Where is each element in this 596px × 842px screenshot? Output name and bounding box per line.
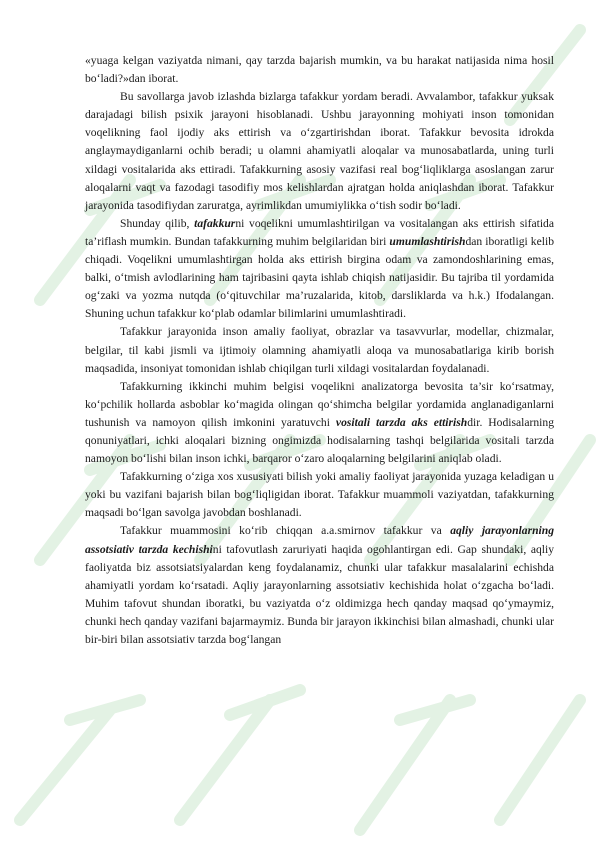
emphasized-term: tafakkur — [194, 216, 236, 230]
text-run: ni tafovutlash zaruriyati haqida ogohlantirgan edi. Gap shundaki, aqliy faoliyatda biz assotsiatsiyalardan keng foydalanamiz, chunki ular tafakkur masalalarini echishda ahamiyatli yordam ko‘rsatadi. Aqliy jarayonlarning assotsiativ kechishida holat o‘zgacha bo‘ladi. Muhim tafovut shundan iboratki, bu vaziyatda o‘z oldimizga hech qanday maqsad qo‘ymaymiz, chunki hech qanday vazifani bajarmaymiz. Bunda bir jarayon ikkinchisi bilan almashadi, chunki ular bir-biri bilan assotsiativ tarzda bog‘langan — [85, 542, 555, 646]
watermark-shape — [500, 700, 580, 820]
paragraph — [85, 378, 554, 468]
paragraph — [85, 323, 554, 377]
watermark-shape — [360, 700, 470, 830]
text-run: Tafakkur muammosini ko‘rib chiqqan a.a.smirnov tafakkur va — [120, 524, 451, 538]
text-run: Shunday qilib, — [120, 216, 195, 230]
text-run: «yuaga kelgan vaziyatda nimani, qay tarzda bajarish mumkin, va bu harakat natijasida nima hosil bo‘ladi?»dan iborat. — [85, 54, 554, 86]
text-run: ni voqelikni umumlashtirilgan va vositalangan aks ettirish sifatida ta’riflash mumkin. Bundan tafakkurning muhim belgilaridan biri — [85, 216, 554, 248]
text-run: Tafakkur jarayonida inson amaliy faoliyat, obrazlar va tasavvurlar, modellar, chizmalar, belgilar, til kabi jismli va ijtimoiy olamning ahamiyatli aloqa va munosabatlariga kirib borish maqsadida, insoniyat tomonidan ishlab chiqilgan turli xildagi vositalardan foydalanadi. — [85, 325, 554, 375]
paragraph — [85, 522, 554, 649]
paragraph — [85, 88, 554, 215]
text-run: Tafakkurning o‘ziga xos xususiyati bilish yoki amaliy faoliyat jarayonida yuzaga keladigan u yoki bu vazifani bajarish bilan bog‘liqligidan iborat. Tafakkur muammoli vaziyatdan, tafakkurning maqsadi bo‘lgan savolga javobdan boshlanadi. — [85, 470, 554, 520]
emphasized-term: aqliy jarayonlarning assotsiativ tarzda kechishi — [85, 524, 554, 556]
text-run: Tafakkurning ikkinchi muhim belgisi voqelikni analizatorga bevosita ta’sir ko‘rsatmay, ko‘pchilik hollarda asboblar ko‘magida olingan qo‘shimcha belgilar yordamida anglanadiganlarni tushunish va namoyon qilish imkonini yaratuvchi — [85, 379, 554, 429]
watermark-shape — [20, 700, 140, 820]
paragraph — [85, 468, 554, 522]
document-body — [85, 52, 554, 649]
watermark-shape — [180, 690, 300, 820]
emphasized-term: umumlashtirish — [389, 234, 466, 248]
paragraph — [85, 215, 554, 324]
text-run: dir. Hodisalarning qonuniyatlari, ichki aloqalari bizning ongimizda hodisalarning tashqi belgilarida vositali tarzda namoyon bo‘lishi bilan inson ichki, barqaror o‘zaro aloqalarning belgilarini aniqlab oladi. — [85, 415, 554, 466]
emphasized-term: vositali tarzda aks ettirish — [335, 415, 468, 429]
text-run: dan iboratligi kelib chiqadi. Voqelikni umumlashtirgan holda aks ettirish birgina odam va zamondoshlarining emas, balki, o‘tmish avlodlarining ham tajribasini qayta ishlab chiqish natijasidir. Bu tajriba til yordamida og‘zaki va yozma nutqda (o‘qituvchilar ma’ruzalarida, kitob, darsliklarda va h.k.) Ifodalangan. Shuning uchun tafakkur ko‘plab odamlar bilimlarini umumlashtiradi. — [85, 234, 554, 321]
text-run: Bu savollarga javob izlashda bizlarga tafakkur yordam beradi. Avvalambor, tafakkur yuksak darajadagi bilish psixik jarayoni hisoblanadi. Ushbu jarayonning mohiyati inson tomonidan voqelikning faol ijodiy aks ettirish va o‘zgartirishdan iborat. Tafakkur bevosita idrokda anglaymaydiganlarni ochib beradi; u olamni ahamiyatli aloqalar va munosabatlarda, uning turli xildagi vositalarida aks ettiradi. Tafakkurning asosiy vazifasi real bog‘liqliklarga asoslangan zarur aloqalarni vaqt va fazodagi tasodifiy mos kelishlardan ajratgan holda aniqlashdan iborat. Tafakkur jarayonida tasodifiydan zaruratga, ayrimlikdan umumiylikka o‘tish sodir bo‘ladi. — [85, 90, 554, 212]
paragraph — [85, 52, 554, 88]
